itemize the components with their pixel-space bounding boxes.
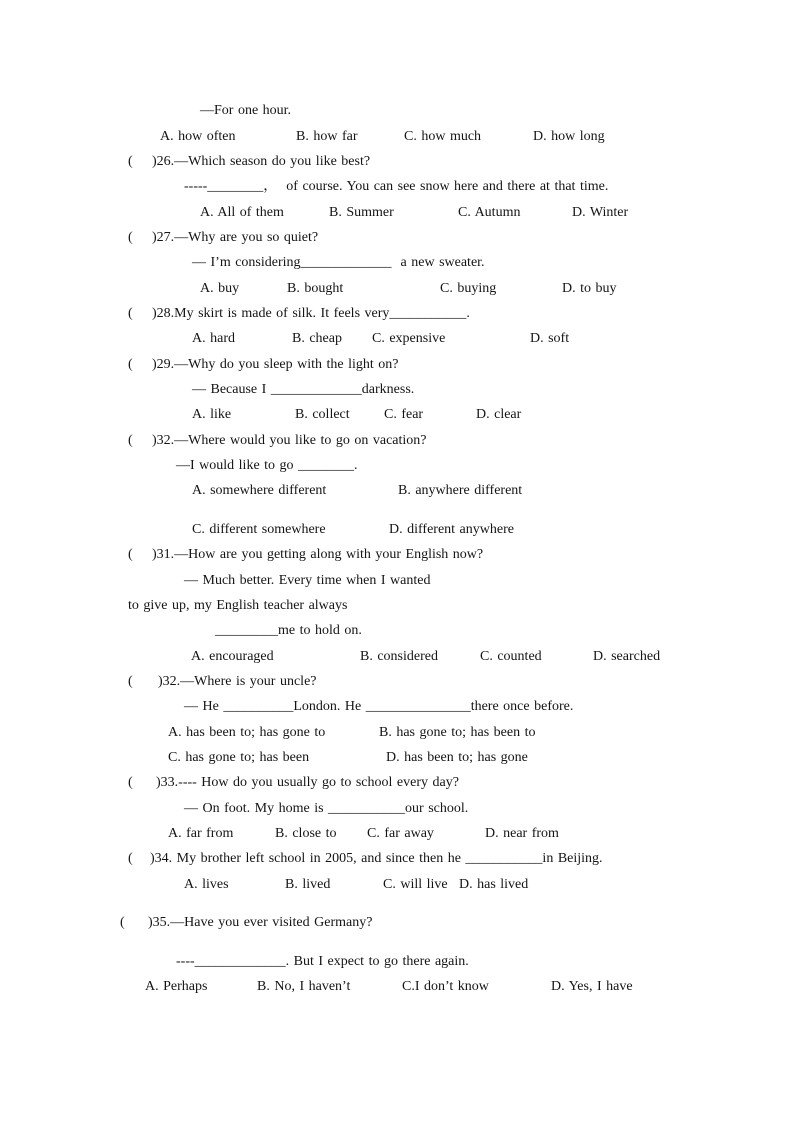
question-35-option-a: A. Perhaps <box>145 979 208 994</box>
question-28-option-c: C. expensive <box>372 331 446 346</box>
question-26-option-b: B. Summer <box>329 205 394 220</box>
question-32-vacation-option-b: B. anywhere different <box>398 483 523 498</box>
question-27-option-d: D. to buy <box>562 281 617 296</box>
question-26-answer-paren: ( <box>128 154 133 169</box>
question-32-uncle-option-c: C. has gone to; has been <box>168 750 310 765</box>
question-33-reply: — On foot. My home is ___________our school. <box>184 801 469 816</box>
question-27-reply: — I’m considering_____________ a new sweater. <box>192 255 485 270</box>
question-34-option-b: B. lived <box>285 877 331 892</box>
question-28-answer-paren: ( <box>128 306 133 321</box>
question-31-stem: )31.—How are you getting along with your English now? <box>152 547 484 562</box>
question-35-option-c: C.I don’t know <box>402 979 489 994</box>
question-27-answer-paren: ( <box>128 230 133 245</box>
question-31-reply-line: — Much better. Every time when I wanted <box>184 573 431 588</box>
question-26-reply: -----________， of course. You can see snow here and there at that time. <box>184 179 609 194</box>
question-29-option-d: D. clear <box>476 407 522 422</box>
question-32-vacation-reply: —I would like to go ________. <box>176 458 358 473</box>
question-32-vacation-stem: )32.—Where would you like to go on vacation? <box>152 433 427 448</box>
question-26-option-c: C. Autumn <box>458 205 521 220</box>
question-33-answer-paren: ( <box>128 775 133 790</box>
question-28-option-a: A. hard <box>192 331 235 346</box>
question-32-uncle-answer-paren: ( <box>128 674 133 689</box>
question-31-reply-line: _________me to hold on. <box>215 623 362 638</box>
question-32-uncle-option-b: B. has gone to; has been to <box>379 725 536 740</box>
question-32-vacation-option-a: A. somewhere different <box>192 483 327 498</box>
question-31-answer-paren: ( <box>128 547 133 562</box>
question-34-option-a: A. lives <box>184 877 229 892</box>
question-29-option-a: A. like <box>192 407 232 422</box>
question-32-uncle-option-a: A. has been to; has gone to <box>168 725 326 740</box>
question-32-uncle-option-d: D. has been to; has gone <box>386 750 528 765</box>
question-26-option-d: D. Winter <box>572 205 629 220</box>
question-34-option-c: C. will live <box>383 877 448 892</box>
question-31-option-b: B. considered <box>360 649 438 664</box>
question-33-option-b: B. close to <box>275 826 337 841</box>
question-34-answer-paren: ( <box>128 851 133 866</box>
question-29-answer-paren: ( <box>128 357 133 372</box>
question-25-option-c: C. how much <box>404 129 482 144</box>
question-32-vacation-option-d: D. different anywhere <box>389 522 514 537</box>
question-32-uncle-reply: — He __________London. He _______________there once before. <box>184 699 574 714</box>
question-35-stem: )35.—Have you ever visited Germany? <box>148 915 373 930</box>
question-25-reply: —For one hour. <box>200 103 292 118</box>
question-25-option-d: D. how long <box>533 129 605 144</box>
question-35-answer-paren: ( <box>120 915 125 930</box>
question-29-stem: )29.—Why do you sleep with the light on? <box>152 357 399 372</box>
question-35-reply: ----_____________. But I expect to go there again. <box>176 954 469 969</box>
question-26-stem: )26.—Which season do you like best? <box>152 154 371 169</box>
question-32-vacation-answer-paren: ( <box>128 433 133 448</box>
question-34-stem: )34. My brother left school in 2005, and since then he ___________in Beijing. <box>150 851 603 866</box>
question-33-option-c: C. far away <box>367 826 434 841</box>
question-33-option-d: D. near from <box>485 826 559 841</box>
question-27-stem: )27.—Why are you so quiet? <box>152 230 319 245</box>
question-27-option-a: A. buy <box>200 281 240 296</box>
question-26-option-a: A. All of them <box>200 205 284 220</box>
question-25-option-b: B. how far <box>296 129 358 144</box>
question-29-reply: — Because I _____________darkness. <box>192 382 415 397</box>
question-31-option-a: A. encouraged <box>191 649 274 664</box>
question-34-option-d: D. has lived <box>459 877 529 892</box>
question-29-option-c: C. fear <box>384 407 424 422</box>
question-28-stem: )28.My skirt is made of silk. It feels very___________. <box>152 306 470 321</box>
question-31-reply-line: to give up, my English teacher always <box>128 598 348 613</box>
question-27-option-c: C. buying <box>440 281 497 296</box>
question-31-option-d: D. searched <box>593 649 661 664</box>
question-35-option-d: D. Yes, I have <box>551 979 633 994</box>
question-32-uncle-stem: )32.—Where is your uncle? <box>158 674 317 689</box>
question-29-option-b: B. collect <box>295 407 350 422</box>
question-31-option-c: C. counted <box>480 649 542 664</box>
question-27-option-b: B. bought <box>287 281 344 296</box>
question-28-option-b: B. cheap <box>292 331 342 346</box>
question-32-vacation-option-c: C. different somewhere <box>192 522 326 537</box>
question-28-option-d: D. soft <box>530 331 570 346</box>
question-25-option-a: A. how often <box>160 129 236 144</box>
question-33-option-a: A. far from <box>168 826 234 841</box>
question-35-option-b: B. No, I haven’t <box>257 979 351 994</box>
question-33-stem: )33.---- How do you usually go to school every day? <box>156 775 459 790</box>
